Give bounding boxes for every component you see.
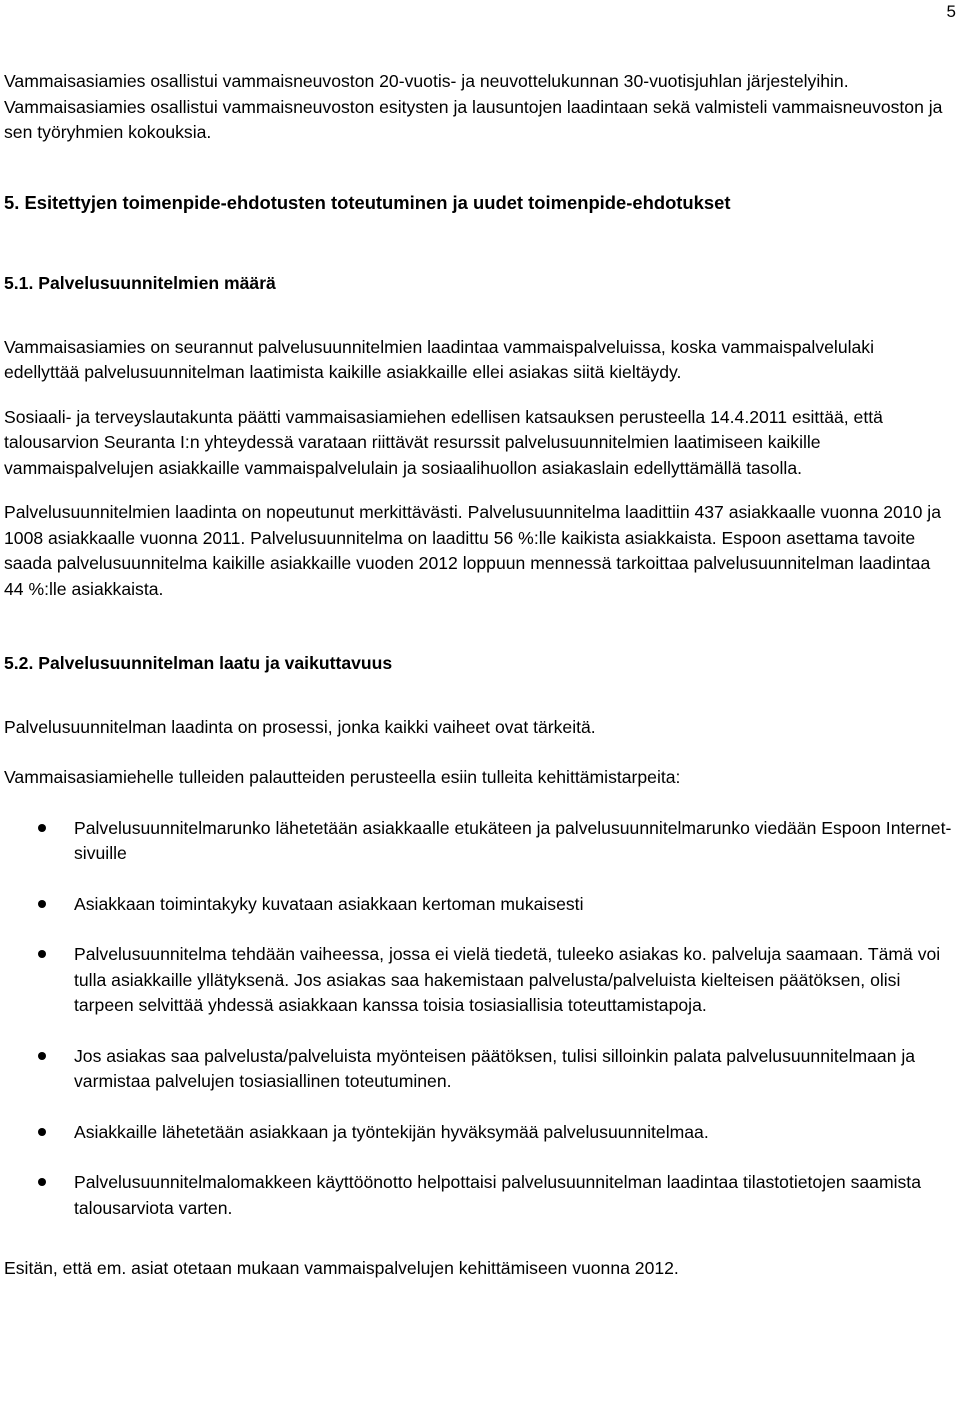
list-item (4, 816, 954, 867)
section-5-1-paragraph: Sosiaali- ja terveyslautakunta päätti vammaisasiamiehen edellisen katsauksen perusteella 14.4.2011 esittää, että talousarvion Seuranta I:n yhteydessä varataan riittävät resurssit palvelusuunnitelmien laatimiseen kaikille vammaispalvelujen asiakkaille vammaispalvelulain ja sosiaalihuollon asiakaslain edellyttämällä tasolla. (4, 406, 883, 478)
document-body (4, 69, 954, 1282)
list-item (4, 942, 954, 1019)
section-5-2-paragraph: Vammaisasiamiehelle tulleiden palautteiden perusteella esiin tulleita kehittämistarpeita: (4, 767, 681, 787)
closing-paragraph: Esitän, että em. asiat otetaan mukaan vammaispalvelujen kehittämiseen vuonna 2012. (4, 1258, 679, 1278)
development-needs-list (4, 816, 954, 1222)
section-5-1-paragraph: Palvelusuunnitelmien laadinta on nopeutunut merkittävästi. Palvelusuunnitelma laadittiin 437 asiakkaalle vuonna 2010 ja 1008 asiakkaalle vuonna 2011. Palvelusuunnitelma on laadittu 56 %:lle kaikista asiakkaista. Espoon asettama tavoite saada palvelusuunnitelma kaikille asiakkaille vuoden 2012 loppuun mennessä tarkoittaa palvelusuunnitelman laadintaa 44 %:lle asiakkaista. (4, 502, 941, 599)
section-5-1-paragraph: Vammaisasiamies on seurannut palvelusuunnitelmien laadintaa vammaispalveluissa, koska vammaispalvelulaki edellyttää palvelusuunnitelman laatimista kaikille asiakkaille ellei asiakas siitä kieltäydy. (4, 336, 875, 382)
bullet-icon (38, 824, 46, 832)
list-item-text: Asiakkaan toimintakyky kuvataan asiakkaan kertoman mukaisesti (74, 893, 584, 914)
section-5-heading: 5. Esitettyjen toimenpide-ehdotusten toteutuminen ja uudet toimenpide-ehdotukset (4, 191, 731, 213)
list-item (4, 1170, 954, 1221)
list-item (4, 892, 954, 918)
list-item-text: Palvelusuunnitelma tehdään vaiheessa, jossa ei vielä tiedetä, tuleeko asiakas ko. palveluja saamaan. Tämä voi tulla asiakkaille yllätyksenä. Jos asiakas saa hakemistaan palvelusta/palveluista kielteisen päätöksen, olisi tarpeen selvittää yhdessä asiakkaan kanssa toisia tosiasiallisia toteuttamistapoja. (74, 944, 941, 1015)
bullet-icon (38, 1178, 46, 1186)
bullet-icon (38, 900, 46, 908)
page-number: 5 (946, 2, 956, 21)
section-5-2-paragraph: Palvelusuunnitelman laadinta on prosessi, jonka kaikki vaiheet ovat tärkeitä. (4, 716, 596, 737)
section-5-2-heading: 5.2. Palvelusuunnitelman laatu ja vaikuttavuus (4, 653, 393, 673)
list-item (4, 1120, 954, 1146)
section-5-1-heading: 5.1. Palvelusuunnitelmien määrä (4, 273, 276, 293)
bullet-icon (38, 950, 46, 958)
list-item-text: Palvelusuunnitelmalomakkeen käyttöönotto helpottaisi palvelusuunnitelman laadintaa tilastotietojen saamista talousarviota varten. (74, 1172, 921, 1218)
list-item-text: Palvelusuunnitelmarunko lähetetään asiakkaalle etukäteen ja palvelusuunnitelmarunko viedään Espoon Internet-sivuille (74, 817, 952, 863)
list-item-text: Asiakkaille lähetetään asiakkaan ja työntekijän hyväksymää palvelusuunnitelmaa. (74, 1121, 709, 1142)
intro-paragraph: Vammaisasiamies osallistui vammaisneuvoston 20-vuotis- ja neuvottelukunnan 30-vuotisjuhlan järjestelyihin. Vammaisasiamies osallistui vammaisneuvoston esitysten ja lausuntojen laadintaan sekä valmisteli vammaisneuvoston ja sen työryhmien kokouksia. (4, 71, 943, 142)
list-item-text: Jos asiakas saa palvelusta/palveluista myönteisen päätöksen, tulisi silloinkin palata palvelusuunnitelmaan ja varmistaa palvelujen tosiasiallinen toteutuminen. (74, 1045, 916, 1091)
bullet-icon (38, 1052, 46, 1060)
bullet-icon (38, 1128, 46, 1136)
list-item (4, 1044, 954, 1095)
